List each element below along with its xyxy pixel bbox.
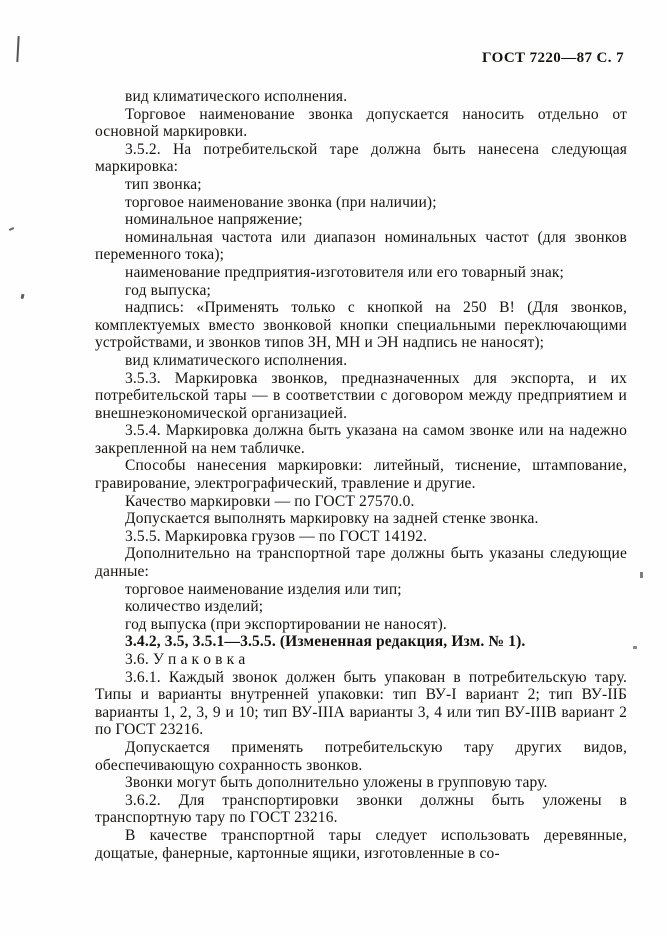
paragraph: Допускается применять потребительскую тару других видов, обеспечивающую сохранность звонков.: [95, 738, 627, 774]
paragraph: Торговое наименование звонка допускается наносить отдельно от основной маркировки.: [95, 105, 627, 141]
paragraph: вид климатического исполнения.: [125, 351, 348, 369]
page-header: ГОСТ 7220—87 С. 7: [482, 50, 624, 66]
paragraph: количество изделий;: [125, 598, 264, 616]
paragraph: 3.5.4. Маркировка должна быть указана на самом звонке или на надежно закрепленной на нем табличке.: [95, 422, 627, 457]
paragraph: 3.6.2. Для транспортировки звонки должны быть уложены в транспортную тару по ГОСТ 23216.: [95, 791, 627, 827]
paragraph: Дополнительно на транспортной таре должны быть указаны следующие данные:: [95, 545, 627, 581]
paragraph: Качество маркировки — по ГОСТ 27570.0.: [125, 492, 415, 510]
paragraph: номинальное напряжение;: [125, 211, 303, 229]
paragraph: торговое наименование изделия или тип;: [125, 580, 402, 598]
paragraph: Звонки могут быть дополнительно уложены в групповую тару.: [125, 774, 548, 792]
scan-artifact: [21, 294, 25, 300]
paragraph: надпись: «Применять только с кнопкой на 250 В! (Для звонков, комплектуемых вместо звонковой кнопки специальными переключающими устройствами, и звонков типов ЗН, МН и ЭН надпись не наносят);: [95, 299, 627, 352]
paragraph: 3.4.2, 3.5, 3.5.1—3.5.5. (Измененная редакция, Изм. № 1).: [125, 633, 526, 651]
document-body: [95, 88, 627, 862]
paragraph: номинальная частота или диапазон номинальных частот (для звонков переменного тока);: [95, 228, 627, 264]
paragraph: В качестве транспортной тары следует использовать деревянные, дощатые, фанерные, картонные ящики, изготовленные в со-: [95, 826, 627, 862]
paragraph: Допускается выполнять маркировку на задней стенке звонка.: [125, 510, 539, 528]
paragraph: 3.6.1. Каждый звонок должен быть упакован в потребительскую тару. Типы и варианты внутренней упаковки: тип ВУ-I вариант 2; тип ВУ-IIБ варианты 1, 2, 3, 9 и 10; тип ВУ-IIIА варианты 3, 4 или тип ВУ-IIIВ вариант 2 по ГОСТ 23216.: [95, 668, 627, 739]
paragraph: Способы нанесения маркировки: литейный, тиснение, штампование, гравирование, электрографический, травление и другие.: [95, 457, 627, 493]
paragraph: наименование предприятия-изготовителя или его товарный знак;: [125, 263, 564, 281]
paragraph: 3.5.5. Маркировка грузов — по ГОСТ 14192.: [125, 527, 428, 545]
paragraph: год выпуска (при экспортировании не наносят).: [125, 615, 447, 633]
paragraph: год выпуска;: [125, 281, 211, 299]
paragraph: 3.5.3. Маркировка звонков, предназначенных для экспорта, и их потребительской тары — в соответствии с договором между предприятием и внешнеэкономической организацией.: [95, 369, 627, 422]
scan-artifact: [9, 227, 14, 231]
paragraph: тип звонка;: [125, 175, 202, 193]
paragraph: торговое наименование звонка (при наличии);: [125, 193, 437, 211]
scan-artifact: [640, 572, 643, 578]
paragraph: вид климатического исполнения.: [125, 88, 348, 105]
paragraph: 3.5.2. На потребительской таре должна быть нанесена следующая маркировка:: [95, 140, 627, 176]
scan-artifact: [633, 646, 637, 649]
scan-artifact: [16, 36, 19, 62]
section-heading: 3.6. У п а к о в к а: [125, 651, 246, 668]
